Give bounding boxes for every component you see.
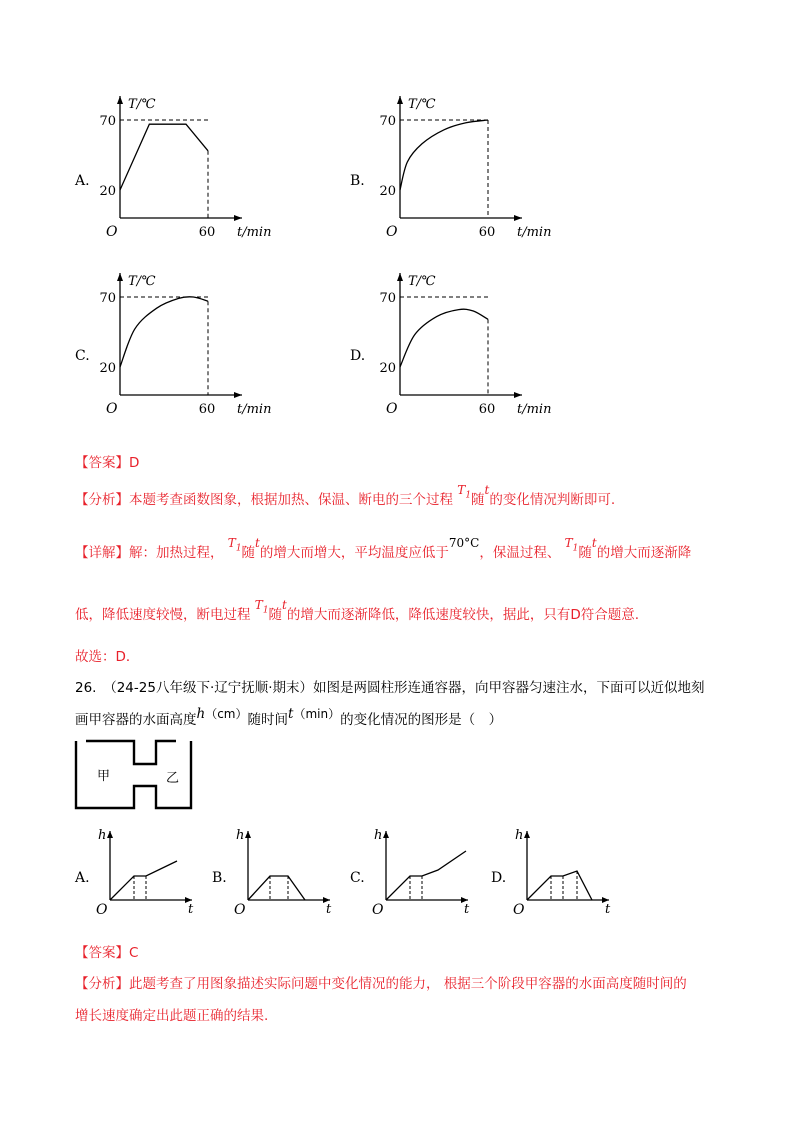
x-axis-label: t (605, 902, 611, 917)
q26-text-c: 的变化情况的图形是（ ） (340, 712, 503, 728)
x-axis-label: t/min (517, 402, 552, 417)
x-axis-label: t (326, 902, 332, 917)
detail-text-a: 解：加热过程， (129, 545, 224, 561)
origin-label: O (106, 224, 118, 240)
detail-text-e: 低，降低速度较慢，断电过程 (75, 607, 251, 623)
y-axis-arrow (397, 273, 403, 281)
detail-text-f: 的增大而逐渐降低，降低速度较快，据此，只有D符合题意. (286, 607, 640, 623)
x-tick-60: 60 (198, 225, 216, 240)
y-axis-arrow (107, 831, 113, 838)
y-axis-label: h (515, 828, 524, 843)
detail-25-line1 (75, 536, 692, 563)
var-T-sub: 1 (572, 543, 579, 554)
y-tick-20: 20 (379, 184, 396, 199)
q26-option-label-d: D. (491, 870, 507, 886)
option-label-b: B. (350, 173, 365, 189)
y-tick-70: 70 (99, 291, 116, 306)
x-axis-label: t (188, 902, 194, 917)
x-axis-arrow (234, 392, 242, 398)
var-T: T (564, 536, 573, 550)
x-axis-label: t (464, 902, 470, 917)
word-sui: 随 (578, 545, 592, 561)
unit-cm: （cm） (205, 707, 248, 721)
x-axis-arrow (514, 392, 522, 398)
height-graph-d (511, 825, 619, 917)
origin-label: O (513, 902, 525, 918)
height-graph-a (94, 825, 202, 917)
analysis-tag: 【分析】 (75, 976, 129, 992)
unit-min: （min） (293, 707, 341, 721)
origin-label: O (234, 902, 246, 918)
origin-label: O (96, 902, 108, 918)
height-curve (248, 876, 305, 900)
answer-26 (75, 941, 138, 961)
var-T: T (457, 483, 466, 497)
height-curve (527, 871, 592, 900)
answer-value: C (129, 945, 139, 961)
choose-25: 故选：D． (75, 649, 140, 665)
q26-text-a: 画甲容器的水面高度 (75, 712, 197, 728)
word-sui: 随 (241, 545, 256, 561)
var-t: t (591, 536, 597, 550)
y-axis-label: T/℃ (408, 274, 436, 289)
temperature-curve (400, 309, 488, 367)
y-tick-20: 20 (99, 184, 116, 199)
y-axis-arrow (524, 831, 530, 838)
y-axis-label: T/℃ (128, 97, 156, 112)
analysis-26-line1 (75, 972, 687, 992)
y-axis-label: h (98, 828, 107, 843)
analysis-26-line2: 增长速度确定出此题正确的结果. (75, 1008, 269, 1024)
option-label-d: D. (350, 348, 366, 364)
x-tick-60: 60 (478, 402, 496, 417)
y-axis-label: T/℃ (128, 274, 156, 289)
height-curve (386, 851, 466, 900)
origin-label: O (372, 902, 384, 918)
x-axis-label: t/min (517, 225, 552, 240)
q26-option-label-c: C. (350, 870, 365, 886)
y-tick-20: 20 (99, 361, 116, 376)
q26-text-b: 随时间 (247, 712, 288, 728)
temperature-curve (120, 124, 208, 190)
temperature-graph-b (370, 88, 552, 248)
var-h: h (196, 706, 206, 722)
var-t: t (282, 598, 287, 612)
x-axis-arrow (514, 215, 522, 221)
x-axis-label: t/min (237, 225, 272, 240)
origin-label: O (106, 401, 118, 417)
answer-25 (75, 451, 139, 471)
height-curve (110, 861, 177, 900)
y-axis-arrow (397, 96, 403, 104)
analysis-tag: 【分析】 (75, 492, 129, 508)
var-T-sub: 1 (465, 490, 472, 501)
temperature-graph-c (90, 265, 272, 425)
y-axis-label: h (374, 828, 383, 843)
y-axis-arrow (383, 831, 389, 838)
x-tick-60: 60 (478, 225, 496, 240)
detail-text-c: ，保温过程、 (479, 545, 561, 561)
answer-tag: 【答案】 (75, 455, 129, 471)
answer-tag: 【答案】 (75, 945, 129, 961)
var-T-sub: 1 (235, 543, 242, 554)
y-axis-arrow (245, 831, 251, 838)
q26-stem-line2 (75, 708, 502, 728)
analysis-text: 本题考查函数图象，根据加热、保温、断电的三个过程 (129, 492, 453, 508)
detail-text-b: 的增大而增大，平均温度应低于 (259, 545, 449, 561)
var-T-sub: 1 (262, 605, 269, 616)
var-T: T (227, 536, 236, 550)
detail-tag: 【详解】 (75, 545, 129, 561)
temperature-curve (400, 120, 488, 190)
x-tick-60: 60 (198, 402, 216, 417)
temperature-curve (120, 297, 208, 367)
q26-stem-line1: 26. （24-25八年级下·辽宁抚顺·期末）如图是两圆柱形连通容器，向甲容器匀速注水，下面可以近似地刻 (75, 680, 705, 696)
temp-70: 70°C (448, 536, 480, 550)
var-t: t (255, 536, 260, 550)
temperature-graph-a (90, 88, 272, 248)
y-tick-70: 70 (99, 114, 116, 129)
x-axis-label: t/min (237, 402, 272, 417)
y-axis-label: T/℃ (408, 97, 436, 112)
height-graph-b (232, 825, 340, 917)
option-label-a: A. (75, 173, 90, 189)
word-sui: 随 (471, 492, 485, 508)
analysis-text: 此题考查了用图象描述实际问题中变化情况的能力， 根据三个阶段甲容器的水面高度随时间的 (129, 976, 687, 992)
q26-option-label-a: A. (75, 870, 90, 886)
y-axis-arrow (117, 273, 123, 281)
analysis-25 (75, 483, 616, 510)
label-yi: 乙 (166, 771, 180, 786)
word-sui: 随 (268, 607, 283, 623)
y-axis-label: h (236, 828, 245, 843)
detail-25-line2 (75, 598, 640, 625)
analysis-text-end: 的变化情况判断即可. (489, 492, 616, 508)
answer-value: D (129, 455, 140, 471)
y-axis-arrow (117, 96, 123, 104)
var-t: t (288, 706, 294, 722)
y-tick-70: 70 (379, 291, 396, 306)
temperature-graph-d (370, 265, 552, 425)
var-T: T (254, 598, 263, 612)
detail-text-d: 的增大而逐渐降 (596, 545, 692, 561)
origin-label: O (386, 224, 398, 240)
y-tick-20: 20 (379, 361, 396, 376)
x-axis-arrow (234, 215, 242, 221)
q26-option-label-b: B. (212, 870, 227, 886)
y-tick-70: 70 (379, 114, 396, 129)
label-jia: 甲 (97, 769, 111, 784)
var-t: t (484, 483, 490, 497)
height-graph-c (370, 825, 478, 917)
option-label-c: C. (75, 348, 90, 364)
origin-label: O (386, 401, 398, 417)
